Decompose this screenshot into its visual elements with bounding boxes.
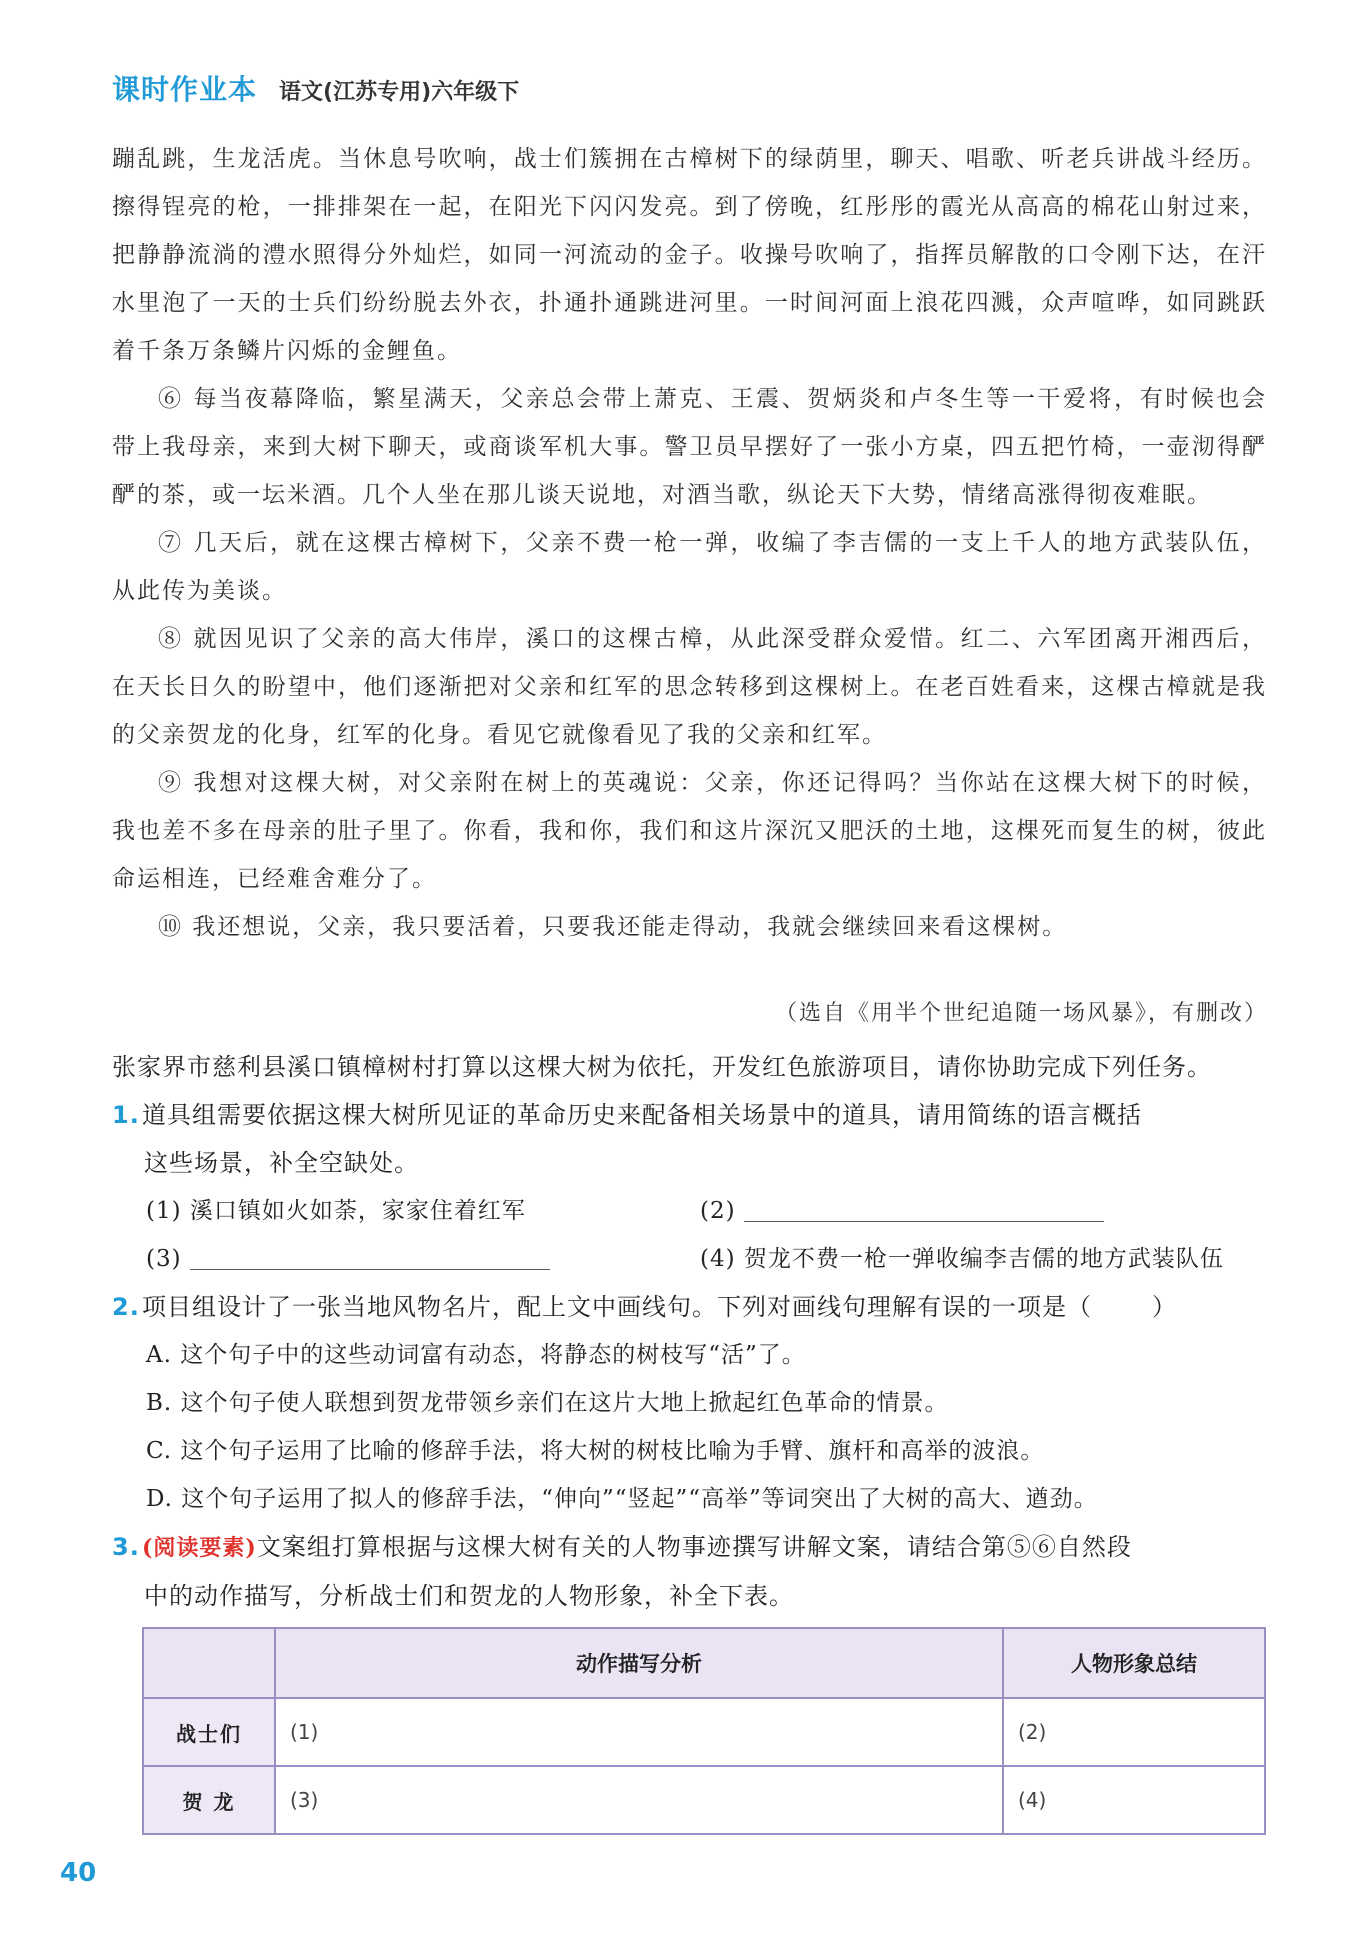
question-1: [112, 1091, 1272, 1187]
paragraph-10: ⑩ 我还想说，父亲，我只要活着，只要我还能走得动，我就会继续回来看这棵树。: [158, 914, 1068, 940]
question-number: 1.: [112, 1101, 140, 1129]
row-label: 战士们: [143, 1698, 275, 1766]
reading-element-tag: (阅读要素): [142, 1535, 257, 1561]
q1-item-2-label: (2): [700, 1198, 736, 1224]
table-header-row: [143, 1628, 1265, 1698]
book-subject: 语文(江苏专用)六年级下: [279, 80, 520, 105]
answer-paren-open: （: [1067, 1293, 1092, 1321]
answer-blank[interactable]: [190, 1239, 550, 1270]
option-c: C. 这个句子运用了比喻的修辞手法，将大树的树枝比喻为手臂、旗杆和高举的波浪。: [146, 1438, 1045, 1464]
q1-item-1: [146, 1187, 526, 1235]
paragraph-6: ⑥ 每当夜幕降临，繁星满天，父亲总会带上萧克、王震、贺炳炎和卢冬生等一干爱将，有时候也会带上我母亲，来到大树下聊天，或商谈军机大事。警卫员早摆好了一张小方桌，四五把竹椅，一壶沏得酽酽的茶，或一坛米酒。几个人坐在那儿谈天说地，对酒当歌，纵论天下大势，情绪高涨得彻夜难眠。: [112, 386, 1267, 508]
option-a: A. 这个句子中的这些动词富有动态，将静态的树枝写“活”了。: [146, 1342, 806, 1368]
table-row: [143, 1698, 1265, 1766]
page-header: [112, 68, 519, 108]
task-intro: 张家界市慈利县溪口镇樟树村打算以这棵大树为依托，开发红色旅游项目，请你协助完成下列任务。: [112, 1053, 1212, 1081]
q1-item-4: [700, 1235, 1224, 1283]
question-number: 2.: [112, 1293, 140, 1321]
q1-item-4-text: (4) 贺龙不费一枪一弹收编李吉儒的地方武装队伍: [700, 1246, 1224, 1272]
question-text-cont: 这些场景，补全空缺处。: [144, 1149, 419, 1177]
paragraph-continued: 蹦乱跳，生龙活虎。当休息号吹响，战士们簇拥在古樟树下的绿荫里，聊天、唱歌、听老兵讲战斗经历。擦得锃亮的枪，一排排架在一起，在阳光下闪闪发亮。到了傍晚，红彤彤的霞光从高高的棉花山射过来，把静静流淌的澧水照得分外灿烂，如同一河流动的金子。收操号吹响了，指挥员解散的口令刚下达，在汗水里泡了一天的士兵们纷纷脱去外衣，扑通扑通跳进河里。一时间河面上浪花四溅，众声喧哗，如同跳跃着千条万条鳞片闪烁的金鲤鱼。: [112, 146, 1267, 364]
paragraph-7: ⑦ 几天后，就在这棵古樟树下，父亲不费一枪一弹，收编了李吉儒的一支上千人的地方武装队伍，从此传为美谈。: [112, 530, 1267, 604]
reading-passage: [112, 135, 1267, 951]
page-number: 40: [60, 1858, 97, 1888]
question-text-cont: 中的动作描写，分析战士们和贺龙的人物形象，补全下表。: [144, 1582, 794, 1610]
table-header-image: 人物形象总结: [1003, 1628, 1265, 1698]
answer-cell[interactable]: (1): [275, 1698, 1003, 1766]
q1-item-3-label: (3): [146, 1246, 182, 1272]
answer-cell[interactable]: (3): [275, 1766, 1003, 1834]
question-text: 道具组需要依据这棵大树所见证的革命历史来配备相关场景中的道具，请用简练的语言概括: [142, 1101, 1142, 1129]
table-corner: [143, 1628, 275, 1698]
q1-item-3: [146, 1235, 550, 1283]
paragraph-9: ⑨ 我想对这棵大树，对父亲附在树上的英魂说：父亲，你还记得吗？当你站在这棵大树下的时候，我也差不多在母亲的肚子里了。你看，我和你，我们和这片深沉又肥沃的土地，这棵死而复生的树，彼此命运相连，已经难舍难分了。: [112, 770, 1267, 892]
answer-cell[interactable]: (2): [1003, 1698, 1265, 1766]
answer-paren-close: ）: [1152, 1293, 1177, 1321]
row-label: 贺 龙: [143, 1766, 275, 1834]
book-brand: 课时作业本: [112, 73, 258, 106]
answer-blank[interactable]: [744, 1191, 1104, 1222]
question-text: 项目组设计了一张当地风物名片，配上文中画线句。下列对画线句理解有误的一项是: [142, 1293, 1067, 1321]
q1-item-2: [700, 1187, 1104, 1235]
question-3: [112, 1523, 1272, 1620]
answer-table: [142, 1627, 1266, 1835]
question-number: 3.: [112, 1533, 140, 1561]
answer-cell[interactable]: (4): [1003, 1766, 1265, 1834]
option-d: D. 这个句子运用了拟人的修辞手法，“伸向”“竖起”“高举”等词突出了大树的高大、遒劲。: [146, 1486, 1098, 1512]
q1-item-1-text: (1) 溪口镇如火如荼，家家住着红军: [146, 1198, 526, 1224]
paragraph-8: ⑧ 就因见识了父亲的高大伟岸，溪口的这棵古樟，从此深受群众爱惜。红二、六军团离开湘西后，在天长日久的盼望中，他们逐渐把对父亲和红军的思念转移到这棵树上。在老百姓看来，这棵古樟就是我的父亲贺龙的化身，红军的化身。看见它就像看见了我的父亲和红军。: [112, 626, 1267, 748]
question-2: [112, 1283, 1272, 1331]
passage-source: （选自《用半个世纪追随一场风暴》，有删改）: [774, 1001, 1268, 1026]
table-row: [143, 1766, 1265, 1834]
table-header-action: 动作描写分析: [275, 1628, 1003, 1698]
question-text: 文案组打算根据与这棵大树有关的人物事迹撰写讲解文案，请结合第⑤⑥自然段: [256, 1533, 1132, 1561]
option-b: B. 这个句子使人联想到贺龙带领乡亲们在这片大地上掀起红色革命的情景。: [146, 1390, 949, 1416]
